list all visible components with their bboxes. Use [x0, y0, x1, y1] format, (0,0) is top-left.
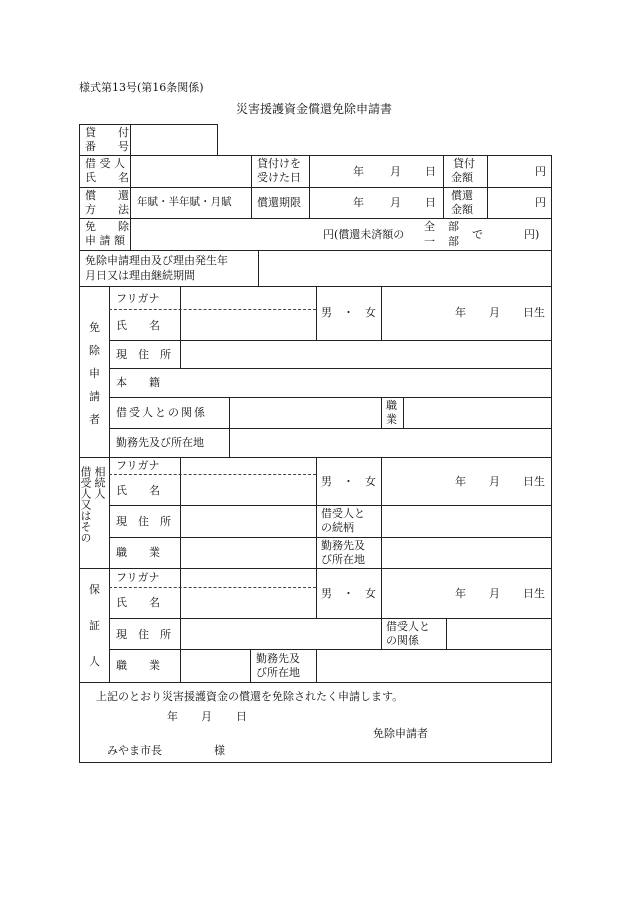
heir-name-field[interactable]: [181, 458, 315, 504]
loan-date-day: 日: [425, 165, 436, 178]
applicant-birth-year: 年: [455, 306, 466, 319]
heir-workplace-label-2: び所在地: [321, 553, 365, 566]
guarantor-job-label: 職 業: [116, 659, 160, 672]
period-year: 年: [353, 196, 364, 209]
borrower-name-label-2: 氏 名: [85, 171, 129, 184]
reason-label: 免除申請理由及び理由発生年: [85, 254, 228, 267]
loan-amount-label-2: 金額: [451, 171, 473, 184]
loan-amount-label: 貸付: [453, 157, 475, 170]
heir-job-label: 職 業: [116, 546, 160, 559]
exemption-amount-label-2: 申 請 額: [85, 234, 125, 247]
guarantor-birth-year: 年: [455, 587, 466, 600]
heir-workplace-label: 勤務先及: [321, 539, 365, 552]
repayment-period-label: 償還期限: [257, 196, 301, 209]
application-date-month: 月: [201, 710, 212, 723]
heir-furigana-label: フリガナ: [116, 459, 160, 472]
borrower-name-field[interactable]: [131, 156, 250, 186]
heir-workplace-field[interactable]: [382, 538, 550, 567]
applicant-domicile-field[interactable]: [181, 369, 550, 396]
exemption-amount-label: 免 除: [85, 220, 129, 233]
loan-date-month: 月: [390, 165, 401, 178]
guarantor-job-field[interactable]: [181, 650, 249, 681]
loan-number-label: 貸 付: [85, 126, 129, 139]
guarantor-relation-label-2: の関係: [386, 634, 419, 647]
guarantor-address-label: 現 住 所: [116, 628, 171, 641]
heir-job-field[interactable]: [181, 538, 315, 567]
guarantor-workplace-label: 勤務先及: [256, 652, 300, 665]
mayor-label: みやま市長: [107, 744, 162, 757]
exemption-partial-option[interactable]: 一: [424, 235, 435, 248]
applicant-sex[interactable]: 男 ・ 女: [321, 306, 376, 319]
applicant-name-field[interactable]: [181, 287, 315, 339]
heir-relation-field[interactable]: [382, 506, 550, 536]
borrower-name-label: 借 受 人: [85, 157, 125, 170]
loan-number-label-2: 番 号: [85, 140, 129, 153]
loan-date-year: 年: [353, 165, 364, 178]
heir-birth-year: 年: [455, 475, 466, 488]
reason-label-2: 月日又は理由継続期間: [85, 269, 195, 282]
guarantor-address-field[interactable]: [181, 619, 380, 648]
applicant-relation-label: 借受人との関係: [116, 406, 207, 419]
heir-relation-label: 借受人と: [321, 507, 365, 520]
applicant-birth-month: 月: [489, 306, 500, 319]
sama-label: 様: [214, 744, 225, 757]
loan-date-label-2: 受けた日: [257, 171, 301, 184]
applicant-job-label-2: 業: [386, 413, 397, 426]
repayment-amount-yen: 円: [535, 196, 546, 209]
heir-address-label: 現 住 所: [116, 515, 171, 528]
heir-sex[interactable]: 男 ・ 女: [321, 475, 376, 488]
heir-section-label-col1: 相続人: [93, 466, 106, 499]
exemption-full-option[interactable]: 全: [424, 220, 435, 233]
guarantor-birth-month: 月: [489, 587, 500, 600]
repayment-method-label: 償 還: [85, 189, 129, 202]
guarantor-birth-day: 日生: [523, 587, 545, 600]
repayment-amount-label: 償還: [451, 189, 473, 202]
loan-number-field[interactable]: [131, 125, 216, 154]
exemption-yen-close: 円): [524, 228, 540, 241]
application-statement: 上記のとおり災害援護資金の償還を免除されたく申請します。: [96, 690, 404, 703]
period-month: 月: [390, 196, 401, 209]
applicant-birth-day: 日生: [523, 306, 545, 319]
repayment-amount-label-2: 金額: [451, 203, 473, 216]
applicant-furigana-label: フリガナ: [116, 292, 160, 305]
applicant-address-label: 現 住 所: [116, 348, 171, 361]
guarantor-name-field[interactable]: [181, 569, 315, 617]
applicant-workplace-label: 勤務先及び所在地: [116, 436, 204, 449]
guarantor-sex[interactable]: 男 ・ 女: [321, 587, 376, 600]
guarantor-name-label: 氏 名: [116, 596, 160, 609]
form-number: 様式第13号(第16条関係): [79, 81, 204, 94]
application-date-day: 日: [236, 710, 247, 723]
exemption-amount-text: 円(償還未済額の: [323, 228, 405, 241]
applicant-address-field[interactable]: [181, 341, 550, 367]
guarantor-relation-field[interactable]: [447, 619, 550, 648]
applicant-name-label: 氏 名: [116, 319, 160, 332]
guarantor-workplace-label-2: び所在地: [256, 666, 300, 679]
applicant-job-label: 職: [386, 399, 397, 412]
guarantor-relation-label: 借受人と: [386, 620, 430, 633]
period-day: 日: [425, 196, 436, 209]
exemption-bu-2: 部: [448, 235, 459, 248]
guarantor-workplace-field[interactable]: [317, 650, 550, 681]
heir-section-label-col2: 借受人又はその: [79, 466, 92, 543]
applicant-workplace-field[interactable]: [230, 429, 550, 456]
applicant-relation-field[interactable]: [230, 398, 380, 427]
application-date-year: 年: [167, 710, 178, 723]
repayment-method-label-2: 方 法: [85, 203, 129, 216]
heir-name-label: 氏 名: [116, 484, 160, 497]
applicant-domicile-label: 本 籍: [116, 376, 160, 389]
repayment-method-options[interactable]: 年賦・半年賦・月賦: [137, 196, 232, 208]
applicant-job-field[interactable]: [404, 398, 550, 427]
loan-date-label: 貸付けを: [257, 157, 301, 170]
guarantor-furigana-label: フリガナ: [116, 571, 160, 584]
exemption-bu-1: 部: [448, 220, 459, 233]
reason-field[interactable]: [259, 251, 550, 285]
heir-relation-label-2: の続柄: [321, 521, 354, 534]
applicant-signature-field[interactable]: [432, 722, 547, 740]
heir-address-field[interactable]: [181, 506, 315, 536]
loan-amount-yen: 円: [535, 165, 546, 178]
heir-birth-day: 日生: [523, 475, 545, 488]
form-title: 災害援護資金償還免除申請書: [236, 102, 393, 116]
applicant-signature-label: 免除申請者: [373, 727, 428, 740]
heir-birth-month: 月: [489, 475, 500, 488]
exemption-de: で: [472, 228, 483, 241]
